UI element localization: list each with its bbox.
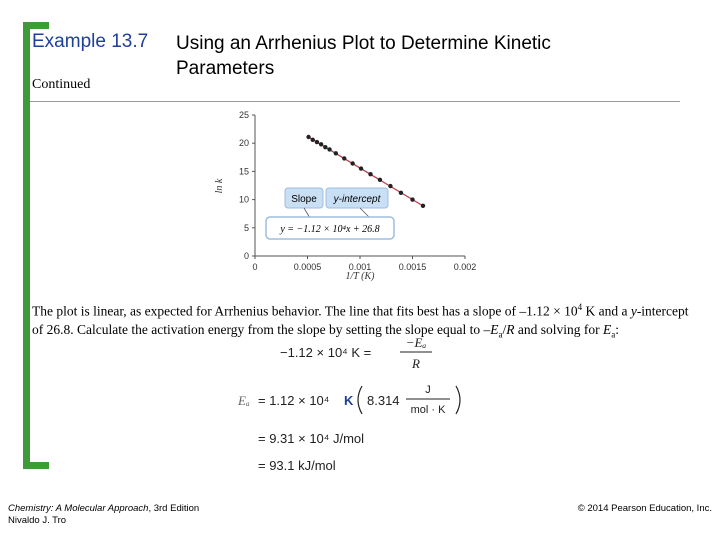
data-point (323, 145, 327, 149)
data-point (306, 135, 310, 139)
eq-line3: = 9.31 × 10⁴ J/mol (258, 431, 365, 446)
data-point (327, 147, 331, 151)
activation-energy-derivation (230, 332, 490, 477)
x-tick-label: 0.0005 (293, 262, 322, 272)
slope-callout-label: Slope (291, 194, 317, 205)
book-title: Chemistry: A Molecular Approach (8, 503, 149, 514)
data-point (350, 161, 354, 165)
x-tick-label: 0.0015 (398, 262, 427, 272)
data-point (342, 156, 346, 160)
book-author: Nivaldo J. Tro (8, 515, 67, 526)
y-tick-label: 15 (238, 166, 249, 177)
data-point (315, 140, 319, 144)
x-tick-label: 0.001 (348, 262, 372, 272)
eq-line2-lhs: Eₐ (238, 393, 250, 408)
unit-numerator: J (425, 384, 431, 396)
explanation-paragraph: The plot is linear, as expected for Arrhenius behavior. The line that fits best has a slope of $-1.12 \times 10^4$ K and a y-intercept of 26.8. Calculate the activation energy from the slope by setting the slope equal to $-E_a/R$ and solving for $E_a$: (32, 302, 689, 340)
slide-bracket-bottom (23, 462, 49, 469)
fit-equation: y = −1.12 × 10⁴x + 26.8 (280, 224, 380, 235)
gas-constant: 8.314 (367, 393, 400, 408)
copyright: © 2014 Pearson Education, Inc. (577, 503, 712, 514)
x-tick-label: 0 (252, 262, 258, 272)
eq-line4: = 93.1 kJ/mol (258, 458, 336, 473)
slide-title: Using an Arrhenius Plot to Determine Kinetic Parameters (176, 33, 551, 79)
data-point (399, 191, 403, 195)
title-divider (30, 101, 680, 102)
data-point (410, 197, 414, 201)
data-point (311, 138, 315, 142)
data-point (388, 184, 392, 188)
slide-bracket-top (23, 22, 49, 29)
y-axis-label: ln k (214, 178, 225, 194)
y-tick-label: 20 (238, 138, 249, 149)
intercept-callout-label: y-intercept (333, 194, 381, 205)
y-tick-label: 25 (238, 110, 249, 120)
eq-line2-kelvin: K (344, 393, 354, 408)
eq-line1-numerator: −Eₐ (405, 335, 427, 350)
book-edition: , 3rd Edition (148, 503, 200, 514)
example-number: Example 13.7 (32, 31, 149, 52)
y-tick-label: 10 (238, 194, 249, 205)
right-paren (456, 386, 460, 414)
data-point (359, 166, 363, 170)
eq-line2-value: = 1.12 × 10⁴ (258, 393, 330, 408)
x-tick-label: 0.002 (453, 262, 477, 272)
eq-line1-lhs: −1.12 × 10⁴ K = (280, 345, 372, 360)
data-point (368, 172, 372, 176)
unit-denominator: mol · K (410, 404, 446, 416)
slide-subtitle: Continued (32, 77, 91, 92)
slide-bracket (23, 22, 30, 469)
left-paren (358, 386, 362, 414)
x-axis-label: 1/T (K) (345, 271, 375, 282)
data-point (378, 178, 382, 182)
y-tick-label: 5 (243, 222, 249, 233)
data-point (334, 151, 338, 155)
data-point (421, 204, 425, 208)
arrhenius-plot (210, 105, 500, 283)
footer-citation (8, 503, 199, 527)
y-tick-label: 0 (243, 251, 249, 261)
eq-line1-denominator: R (412, 356, 420, 371)
data-point (319, 142, 323, 146)
